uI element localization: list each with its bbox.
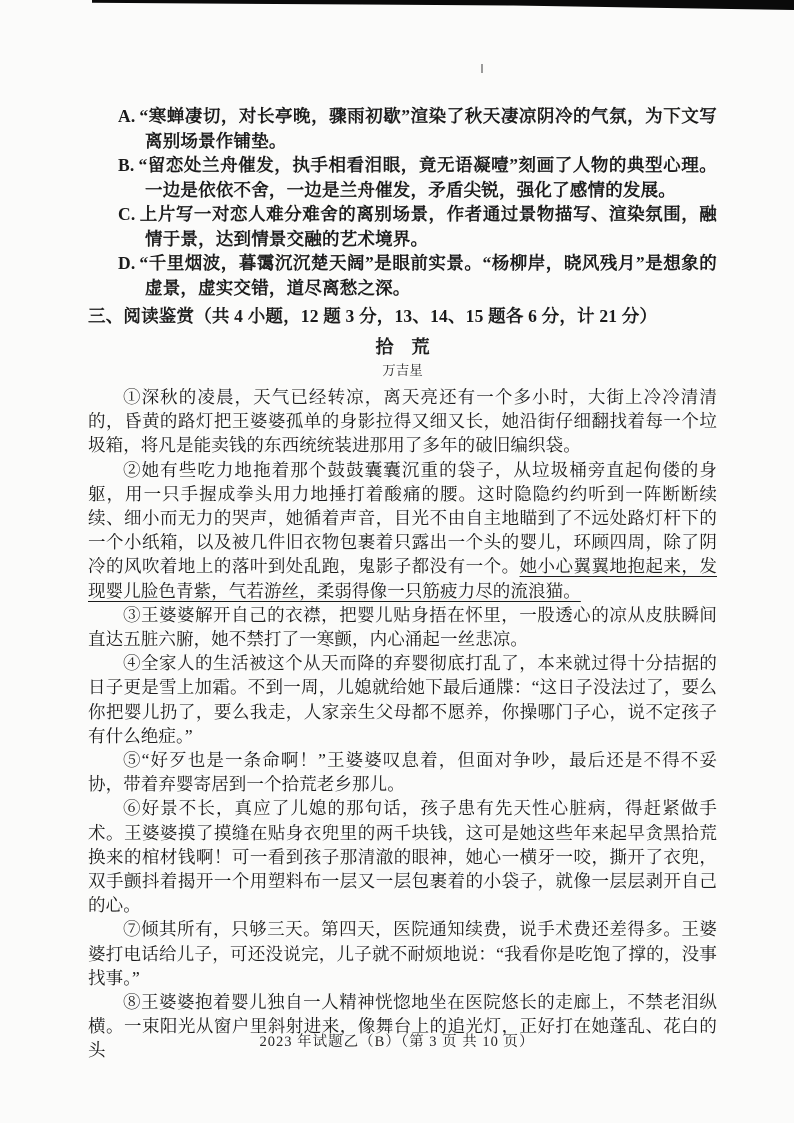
- option-label: C.: [118, 204, 136, 224]
- paragraph-8: [88, 990, 717, 1063]
- text-segment: ①深秋的凌晨，天气已经转凉，离天亮还有一个多小时，大街上冷冷清清的，昏黄的路灯把王婆婆孤单的身影拉得又细又长，她沿街仔细翻找着每一个垃圾箱，将凡是能卖钱的东西统统装进那用了多年的破旧编织袋。: [88, 387, 717, 456]
- paragraph-4: [88, 651, 717, 748]
- option-text: 上片写一对恋人难分难舍的离别场景，作者通过景物描写、渲染氛围，融情于景，达到情景交融的艺术境界。: [139, 204, 717, 249]
- paragraph-3: [88, 603, 717, 651]
- text-segment: ④全家人的生活被这个从天而降的弃婴彻底打乱了，本来就过得十分拮据的日子更是雪上加霜。不到一周，儿媳就给她下最后通牒：“这日子没法过了，要么你把婴儿扔了，要么我走，人家亲生父母都不愿养，你操哪门子心，说不定孩子有什么绝症。”: [88, 653, 717, 746]
- option-text: “留恋处兰舟催发，执手相看泪眼，竟无语凝噎”刻画了人物的典型心理。一边是依依不舍，一边是兰舟催发，矛盾尖锐，强化了感情的发展。: [138, 155, 717, 200]
- text-segment: ⑥好景不长，真应了儿媳的那句话，孩子患有先天性心脏病，得赶紧做手术。王婆婆摸了摸缝在贴身衣兜里的两千块钱，这可是她这些年来起早贪黑拾荒换来的棺材钱啊！可一看到孩子那清澈的眼神，她心一横牙一咬，撕开了衣兜，双手颤抖着揭开一个用塑料布一层又一层包裹着的小袋子，就像一层层剥开自己的心。: [88, 798, 717, 916]
- text-segment: ⑧王婆婆抱着婴儿独自一人精神恍惚地坐在医院悠长的走廊上，不禁老泪纵横。一束阳光从窗户里斜射进来，像舞台上的追光灯，正好打在她蓬乱、花白的头: [88, 992, 717, 1061]
- page-content: [88, 104, 717, 1063]
- text-segment: ③王婆婆解开自己的衣襟，把婴儿贴身捂在怀里，一股透心的凉从皮肤瞬间直达五脏六腑，她不禁打了一寒颤，内心涌起一丝悲凉。: [88, 604, 717, 650]
- passage-title: 拾 荒: [375, 337, 430, 357]
- option-a: [118, 104, 717, 153]
- text-segment: ②她有些吃力地拖着那个鼓鼓囊囊沉重的袋子，从垃圾桶旁直起佝偻的身躯，用一只手握成拳头用力地捶打着酸痛的腰。这时隐隐约约听到一阵断断续续、细小而无力的哭声，她循着声音，目光不由自主地瞄到了不远处路灯杆下的一个小纸箱，以及被几件旧衣物包裹着只露出一个头的婴儿，环顾四周，除了阴冷的风吹着地上的落叶到处乱跑，鬼影子都没有一个。: [88, 459, 717, 577]
- page-footer: 2023 年试题乙（B）（第 3 页 共 10 页）: [259, 1034, 535, 1050]
- section-heading: 三、阅读鉴赏（共 4 小题，12 题 3 分，13、14、15 题各 6 分，计 21 分）: [88, 306, 658, 326]
- scan-artifact-top-edge: [92, 0, 794, 10]
- option-text: “千里烟波，暮霭沉沉楚天阔”是眼前实景。“杨柳岸，晓风残月”是想象的虚景，虚实交错，道尽离愁之深。: [139, 253, 717, 298]
- option-label: D.: [118, 253, 136, 273]
- text-segment: ⑤“好歹也是一条命啊！”王婆婆叹息着，但面对争吵，最后还是不得不妥协，带着弃婴寄居到一个拾荒老乡那儿。: [88, 750, 717, 795]
- paragraph-6: [88, 796, 717, 917]
- passage-body: [88, 385, 717, 1063]
- question-options: [118, 104, 717, 300]
- option-label: A.: [118, 106, 136, 126]
- scan-artifact-tick: [481, 64, 483, 73]
- option-d: [118, 251, 717, 300]
- text-segment: ⑦倾其所有，只够三天。第四天，医院通知续费，说手术费还差得多。王婆婆打电话给儿子，可还没说完，儿子就不耐烦地说：“我看你是吃饱了撑的，没事找事。”: [88, 919, 717, 988]
- option-b: [118, 153, 717, 202]
- option-c: [118, 202, 717, 251]
- paragraph-1: [88, 385, 717, 458]
- paragraph-5: [88, 748, 717, 796]
- passage-author: 万吉星: [382, 363, 423, 378]
- option-label: B.: [118, 155, 135, 175]
- option-text: “寒蝉凄切，对长亭晚，骤雨初歇”渲染了秋天凄凉阴冷的气氛，为下文写离别场景作铺垫。: [139, 106, 717, 151]
- paragraph-7: [88, 917, 717, 990]
- underlined-sentence: 她小心翼翼地抱起来，发现婴儿脸色青紫，气若游丝，柔弱得像一只筋疲力尽的流浪猫。: [88, 556, 717, 601]
- paragraph-2: [88, 458, 717, 603]
